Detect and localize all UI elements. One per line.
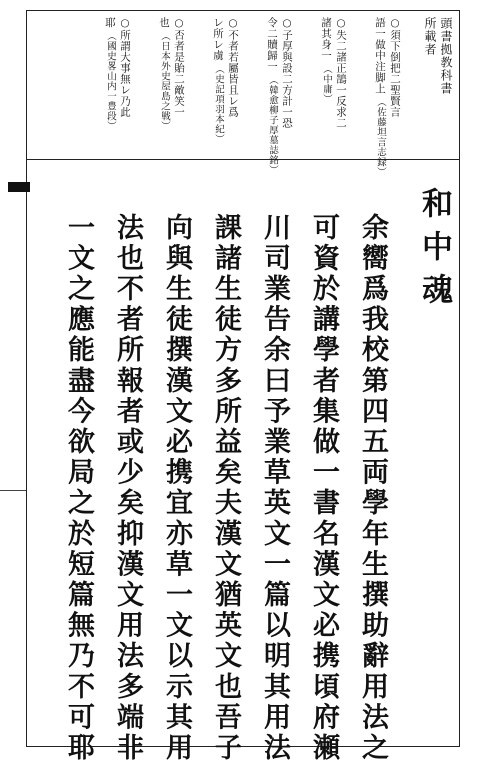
note-line: 令二贖歸一（韓愈柳子厚墓誌銘） bbox=[266, 17, 278, 175]
note-line: ○子厚與設二方計一恐 bbox=[281, 17, 293, 129]
note-line: ○不者若屬皆且レ爲 bbox=[227, 17, 239, 118]
binding-line bbox=[0, 490, 26, 491]
note-line: レ所レ虜（史記項羽本紀） bbox=[212, 17, 224, 144]
header-notes-area bbox=[27, 11, 459, 177]
binding-mark bbox=[8, 182, 30, 192]
header-title-line-2: 所載者 bbox=[423, 17, 437, 56]
text-column: 向與生徒撰漢文必携宜亦草一文以示其用 bbox=[161, 213, 192, 764]
note-source: （中庸） bbox=[321, 64, 332, 104]
book-page bbox=[26, 10, 460, 764]
text-column: 課諸生徒方多所益矣夫漢文猶英文也吾子 bbox=[210, 213, 241, 764]
note-line: 諸其身一（中庸） bbox=[320, 17, 332, 104]
note-source: （佐藤坦言志録） bbox=[375, 97, 386, 177]
note-line: ○失二諸正鵠一反求二 bbox=[335, 17, 347, 129]
main-text-area bbox=[27, 159, 459, 764]
note-line: 也（日本外史屋島之戦） bbox=[158, 17, 170, 131]
text-column: 余嚮爲我校第四五両學年生撰助辭用法之 bbox=[357, 213, 388, 764]
note-line: 耶（國史畧山内一豊段） bbox=[104, 17, 116, 131]
note-source: （日本外史屋島之戦） bbox=[159, 31, 170, 131]
header-title-line-1: 頭書拠教科書 bbox=[439, 17, 453, 95]
note-source: （韓愈柳子厚墓誌銘） bbox=[267, 75, 278, 175]
text-column: 川司業告余曰予業草英文一篇以明其用法 bbox=[259, 213, 290, 764]
text-column: 法也不者所報者或少矣抑漢文用法多端非 bbox=[112, 213, 143, 764]
note-source: （史記項羽本紀） bbox=[213, 64, 224, 144]
note-line: ○須下倒把二聖賢言 bbox=[389, 17, 401, 118]
article-title: 和中魂 bbox=[416, 187, 452, 316]
note-line: ○所謂大事無レ乃此 bbox=[119, 17, 131, 118]
note-line: 語一做中注脚上（佐藤坦言志録） bbox=[374, 17, 386, 177]
text-column: 可資於講學者集做一書名漢文必携頃府瀬 bbox=[308, 213, 339, 764]
text-column: 一文之應能盡今欲局之於短篇無乃不可耶 bbox=[63, 213, 94, 764]
note-line: ○否者是貽二敵笑一 bbox=[173, 17, 185, 118]
note-source: （國史畧山内一豊段） bbox=[105, 31, 116, 131]
